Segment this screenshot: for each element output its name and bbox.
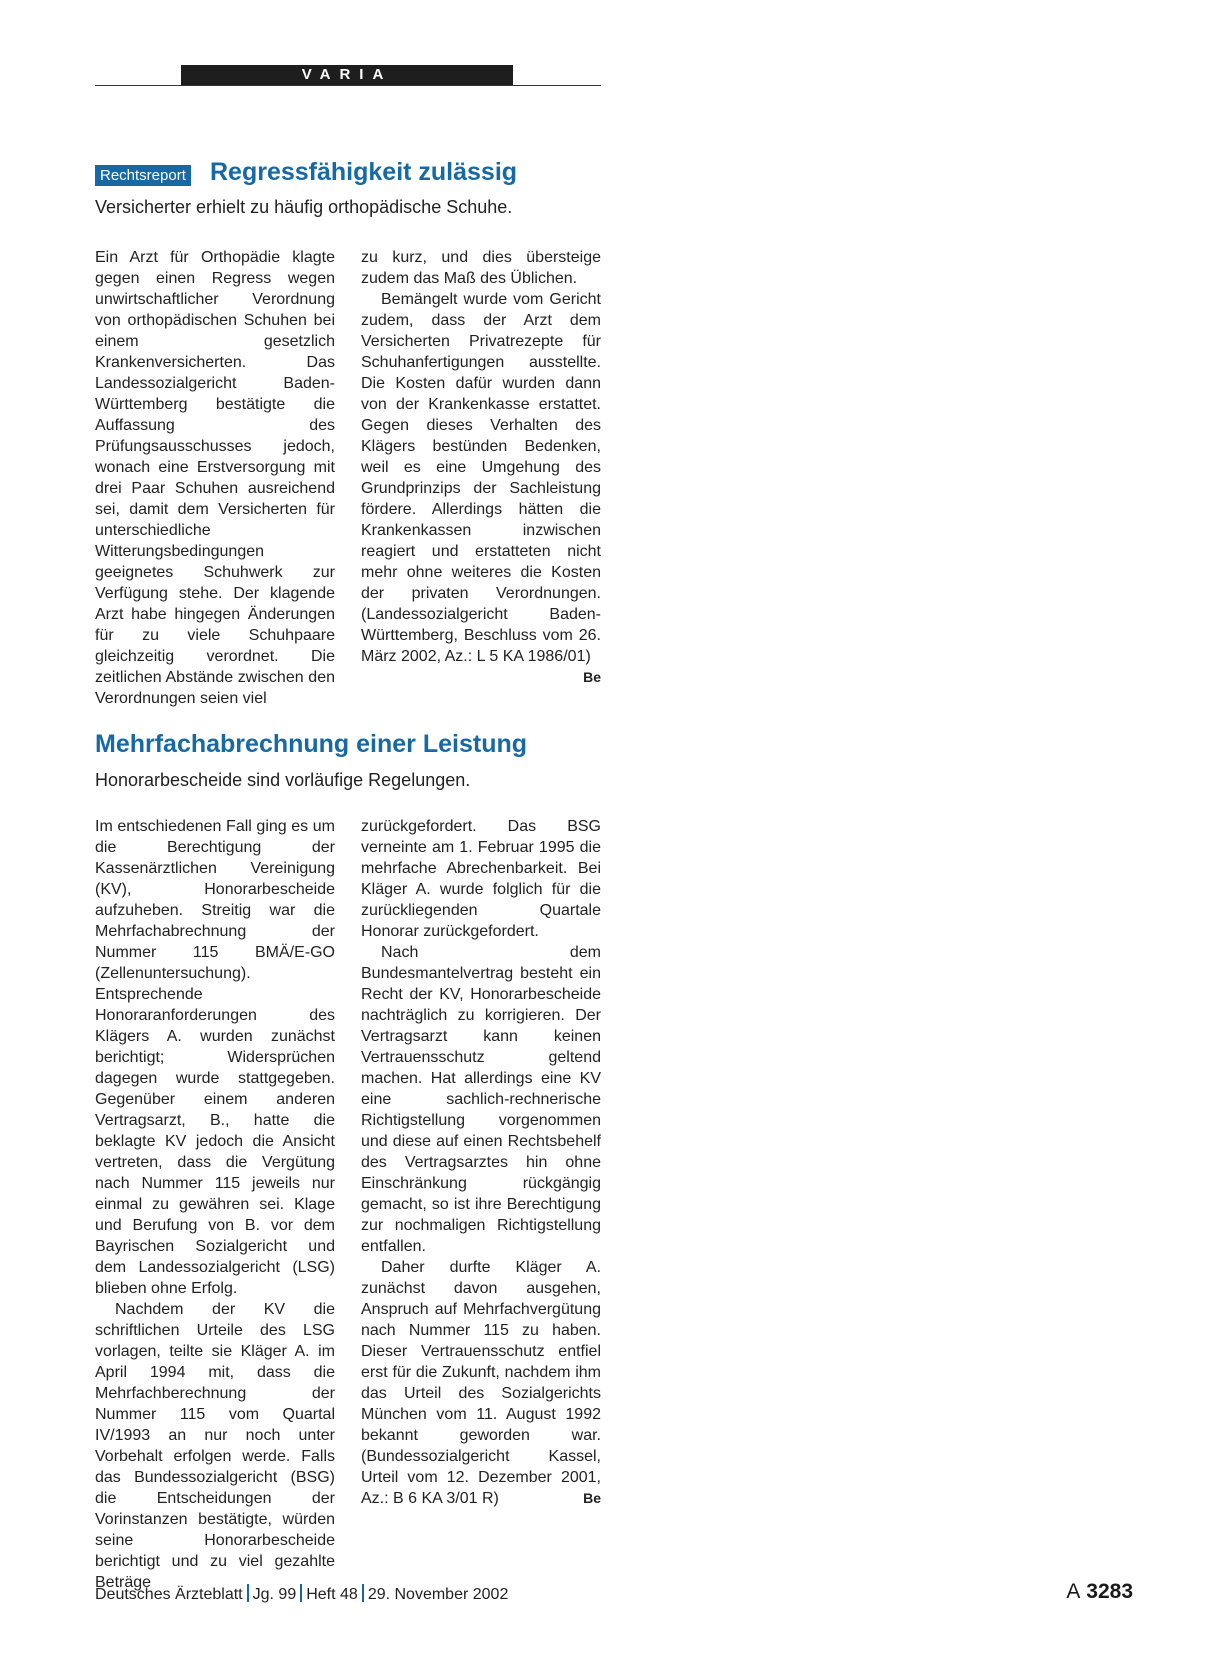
article1-column-2 (361, 247, 601, 688)
rubric-tag: Rechtsreport (95, 165, 191, 186)
article1-column-1 (95, 247, 335, 709)
paragraph: Nachdem der KV die schriftlichen Urteile des LSG vorlagen, teilte sie Kläger A. im April 1994 mit, dass die Mehrfachberechnung der Nummer 115 vom Quartal IV/1993 an nur noch unter Vorbehalt erfolgen werde. Falls das Bundessozialgericht (BSG) die Entscheidungen der Vorinstanzen bestätigte, würden seine Honorarbescheide berichtigt und zu viel gezahlte Beträge (95, 1301, 335, 1591)
page-prefix: A (1066, 1580, 1081, 1603)
article1-subtitle: Versicherter erhielt zu häufig orthopädische Schuhe. (95, 197, 513, 217)
article1-title: Regressfähigkeit zulässig (210, 158, 518, 186)
article2-subtitle: Honorarbescheide sind vorläufige Regelungen. (95, 770, 471, 790)
paragraph: Nach dem Bundesmantelvertrag besteht ein Recht der KV, Honorarbescheide nachträglich zu korrigieren. Der Vertragsarzt kann keinen Vertrauensschutz geltend machen. Hat allerdings eine KV eine sachlich-rechnerische Richtigstellung vorgenommen und diese auf einen Rechtsbehelf des Vertragsarztes hin ohne Einschränkung rückgängig gemacht, so ist ihre Berechtigung zur nochmaligen Richtigstellung entfallen. (361, 944, 601, 1255)
article2-column-1 (95, 816, 335, 1593)
section-rule (95, 85, 601, 86)
volume: Jg. 99 (252, 1586, 297, 1603)
article2-column-2 (361, 816, 601, 1509)
issue-date: 29. November 2002 (367, 1586, 509, 1603)
paragraph: Daher durfte Kläger A. zunächst davon ausgehen, Anspruch auf Mehrfachvergütung nach Nummer 115 zu haben. Dieser Vertrauensschutz entfiel erst für die Zukunft, nachdem ihm das Urteil des Sozialgerichts München vom 11. August 1992 bekannt geworden war. (Bundessozialgericht Kassel, Urteil vom 12. Dezember 2001, Az.: B 6 KA 3/01 R) Be (361, 1259, 601, 1507)
page-number (1066, 1580, 1133, 1604)
author-signature: Be (583, 1490, 601, 1506)
journal-name: Deutsches Ärzteblatt (95, 1586, 243, 1603)
separator (362, 1584, 364, 1602)
paragraph: Ein Arzt für Orthopädie klagte gegen einen Regress wegen unwirtschaftlicher Verordnung von orthopädischen Schuhen bei einem gesetzlich Krankenversicherten. Das Landessozialgericht Baden-Württemberg bestätigte die Auffassung des Prüfungsausschusses jedoch, wonach eine Erstversorgung mit drei Paar Schuhen ausreichend sei, damit dem Versicherten für unterschiedliche Witterungsbedingungen geeignetes Schuhwerk zur Verfügung stehe. Der klagende Arzt habe hingegen Änderungen für zu viele Schuhpaare gleichzeitig verordnet. Die zeitlichen Abstände zwischen den Verordnungen seien viel (95, 249, 335, 707)
paragraph: Bemängelt wurde vom Gericht zudem, dass der Arzt dem Versicherten Privatrezepte für Schuhanfertigungen ausstellte. Die Kosten dafür wurden dann von der Krankenkasse erstattet. Gegen dieses Verhalten des Klägers bestünden Bedenken, weil es eine Umgehung des Grundprinzips der Sachleistung fördere. Allerdings hätten die Krankenkassen inzwischen reagiert und erstatteten nicht mehr ohne weiteres die Kosten der privaten Verordnungen. (Landessozialgericht Baden-Württemberg, Beschluss vom 26. März 2002, Az.: L 5 KA 1986/01) Be (361, 289, 601, 667)
separator (247, 1584, 249, 1602)
paragraph: Im entschiedenen Fall ging es um die Berechtigung der Kassenärztlichen Vereinigung (KV), Honorarbescheide aufzuheben. Streitig war die Mehrfachabrechnung der Nummer 115 BMÄ/E-GO (Zellenuntersuchung). Entsprechende Honoraranforderungen des Klägers A. wurden zunächst berichtigt; Widersprüchen dagegen wurde stattgegeben. Gegenüber einem anderen Vertragsarzt, B., hatte die beklagte KV jedoch die Ansicht vertreten, dass die Vergütung nach Nummer 115 jeweils nur einmal zu gewähren sei. Klage und Berufung von B. vor dem Bayrischen Sozialgericht und dem Landessozialgericht (LSG) blieben ohne Erfolg. (95, 818, 335, 1297)
page-number-value: 3283 (1086, 1580, 1133, 1603)
paragraph: zurückgefordert. Das BSG verneinte am 1. Februar 1995 die mehrfache Abrechenbarkeit. Bei Kläger A. wurde folglich für die zurückliegenden Quartale Honorar zurückgefordert. (361, 818, 601, 940)
journal-footer (95, 1584, 508, 1604)
paragraph: zu kurz, und dies übersteige zudem das Maß des Üblichen. (361, 249, 601, 287)
separator (300, 1584, 302, 1602)
author-signature: Be (583, 669, 601, 685)
article2-title: Mehrfachabrechnung einer Leistung (95, 730, 528, 758)
section-header: VARIA (181, 65, 513, 85)
issue: Heft 48 (306, 1586, 358, 1603)
